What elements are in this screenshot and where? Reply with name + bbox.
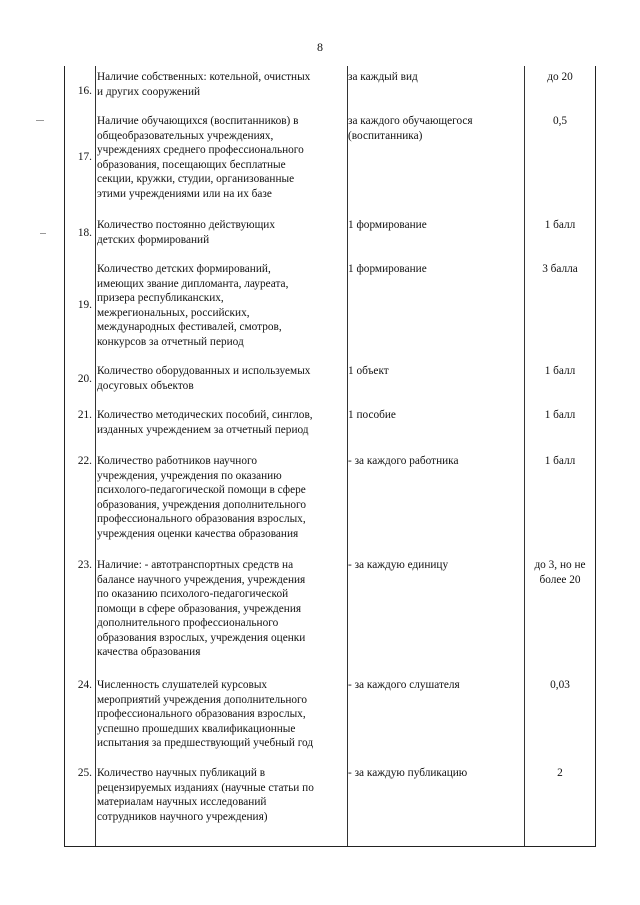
row-number [65,226,95,241]
unit-of-measure: 1 формирование [348,263,427,275]
row-number-text: 21. [77,409,92,421]
margin-mark [36,120,44,121]
unit-of-measure: 1 пособие [348,409,396,421]
row-number-text: 18. [77,227,92,239]
row-number-text: 25. [77,767,92,779]
criterion-name: Количество детских формирований, имеющих звание дипломанта, лауреата, призера республиканских, межрегиональных, российских, международных фестивалей, смотров, конкурсов за отчетный период [97,263,289,348]
points-value: 1 балл [544,219,576,231]
row-number [65,372,95,387]
row-number-text: 20. [77,373,92,385]
unit-of-measure: - за каждую публикацию [348,767,468,779]
criterion-name: Количество научных публикаций в рецензируемых изданиях (научные статьи по материалам научных исследований сотрудников научного учреждения) [97,767,314,823]
row-number [65,150,95,165]
row-number-text: 23. [77,559,92,571]
points-value: 1 балл [544,365,576,377]
points-value: 0,03 [550,679,570,691]
unit-of-measure: 1 объект [348,365,389,377]
row-number-text: 17. [77,151,92,163]
criterion-name: Наличие собственных: котельной, очистных и других сооружений [97,71,311,98]
unit-of-measure: за каждый вид [348,71,418,83]
unit-of-measure: - за каждую единицу [348,559,449,571]
row-number [65,408,95,423]
column-divider [95,66,96,846]
criteria-table [64,66,596,847]
row-number-text: 19. [77,299,92,311]
points-value: до 3, но не более 20 [534,559,586,586]
points-value: 2 [557,767,563,779]
criterion-name: Количество работников научного учреждения, учреждения по оказанию психолого-педагогической помощи в сфере образования, учреждения дополнительного профессионального образования взрослых, учреждения оценки качества образования [97,455,307,540]
row-number-text: 16. [77,85,92,97]
points-value: 0,5 [552,115,568,127]
unit-of-measure: за каждого обучающегося (воспитанника) [348,115,473,142]
row-number [65,766,95,781]
criterion-name: Численность слушателей курсовых мероприятий учреждения дополнительного профессионального образования взрослых, успешно прошедших квалификационные испытания за предшествующий учебный год [97,679,314,749]
row-number-text: 24. [77,679,92,691]
unit-of-measure: - за каждого слушателя [348,679,460,691]
criterion-name: Наличие обучающихся (воспитанников) в общеобразовательных учреждениях, учреждениях среднего профессионального образования, посещающих бесплатные секции, кружки, студии, организованные этими учреждениями или на их базе [97,115,304,200]
row-number [65,84,95,99]
criterion-name: Количество методических пособий, синглов, изданных учреждением за отчетный период [97,409,313,436]
row-number [65,678,95,693]
points-value: 1 балл [544,455,576,467]
unit-of-measure: - за каждого работника [348,455,459,467]
margin-mark [40,233,46,234]
points-value: до 20 [547,71,573,83]
row-number-text: 22. [77,455,92,467]
criterion-name: Количество оборудованных и используемых досуговых объектов [97,365,311,392]
row-number [65,558,95,573]
criterion-name: Наличие: - автотранспортных средств на балансе научного учреждения, учреждения по оказанию психолого-педагогической помощи в сфере образования, учреждения дополнительного профессионального образования взрослых, учреждения оценки качества образования [97,559,306,658]
page-number: 8 [317,40,323,54]
points-value: 1 балл [544,409,576,421]
row-number [65,298,95,313]
unit-of-measure: 1 формирование [348,219,427,231]
points-value: 3 балла [542,263,578,275]
criterion-name: Количество постоянно действующих детских формирований [97,219,275,246]
row-number [65,454,95,469]
